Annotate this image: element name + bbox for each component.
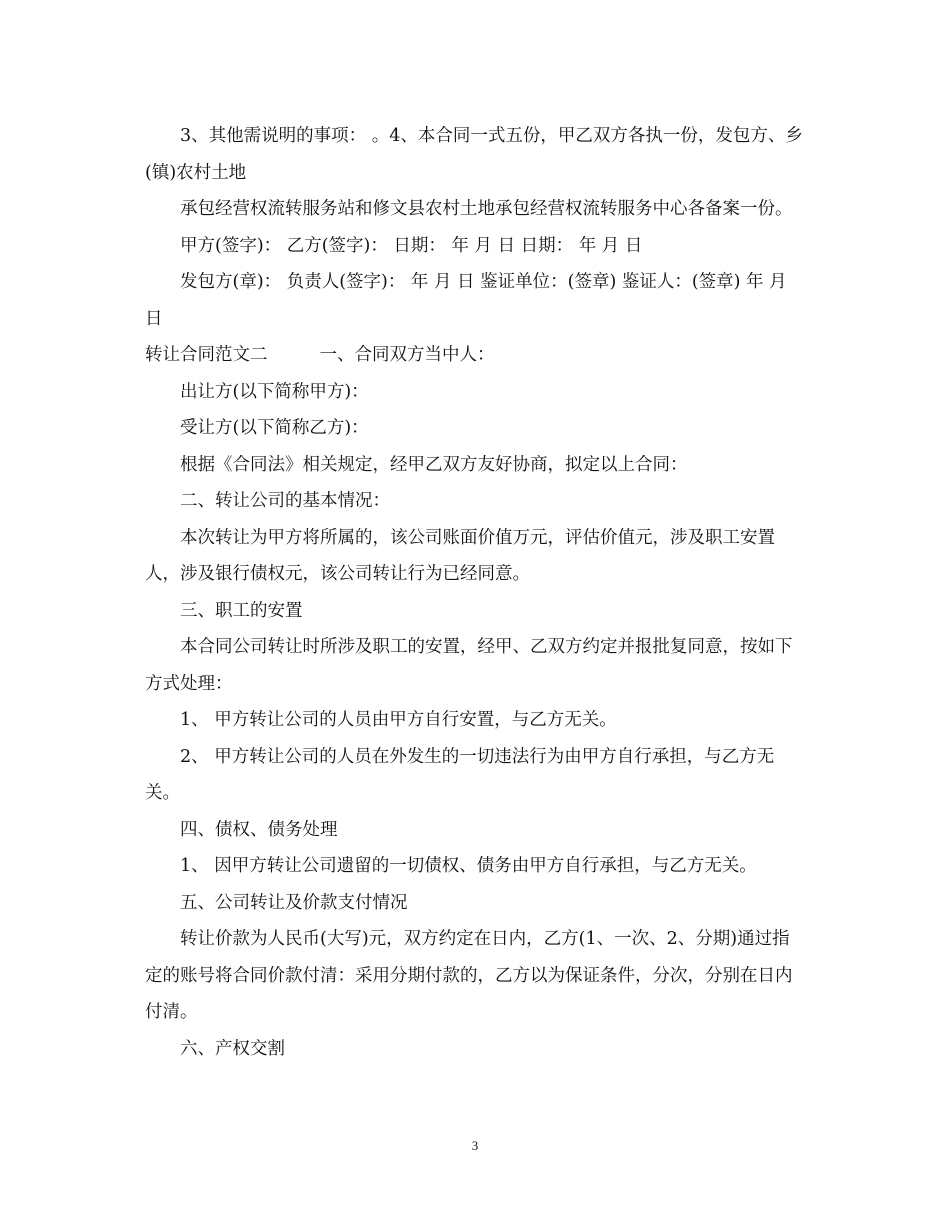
section-six-heading: 六、产权交割	[180, 1038, 285, 1059]
document-body	[145, 118, 805, 1067]
section-two-heading: 二、转让公司的基本情况：	[180, 491, 390, 511]
list-item-staff-1: 1、 甲方转让公司的人员由甲方自行安置，与乙方无关。	[180, 710, 617, 730]
paragraph-payment-terms: 转让价款为人民币(大写)元，双方约定在日内，乙方(1、一次、2、分期)通过指定的账号将合同价款付清：采用分期付款的，乙方以为保证条件，分次，分别在日内付清。	[145, 929, 793, 1022]
sample-two-title: 转让合同范文二	[145, 345, 268, 365]
paragraph-company-basic-info: 本次转让为甲方将所属的，该公司账面价值万元，评估价值元，涉及职工安置人，涉及银行债权元，该公司转让行为已经同意。	[145, 527, 775, 584]
paragraph-transferor: 出让方(以下简称甲方)：	[180, 381, 369, 402]
paragraph-signatures-parties: 甲方(签字)： 乙方(签字)： 日期： 年 月 日 日期： 年 月 日	[180, 235, 643, 256]
section-four-heading: 四、债权、债务处理	[180, 819, 338, 840]
paragraph-legal-basis: 根据《合同法》相关规定，经甲乙双方友好协商，拟定以上合同：	[180, 454, 688, 475]
paragraph-filing-copies: 承包经营权流转服务站和修文县农村土地承包经营权流转服务中心各备案一份。	[180, 199, 793, 219]
page-number: 3	[471, 1138, 479, 1153]
paragraph-sample-two-heading	[145, 337, 805, 374]
section-three-heading: 三、职工的安置	[180, 600, 303, 621]
list-item-debt-1: 1、 因甲方转让公司遗留的一切债权、债务由甲方自行承担，与乙方无关。	[180, 856, 757, 876]
section-five-heading: 五、公司转让及价款支付情况	[180, 892, 408, 913]
list-item-staff-2: 2、 甲方转让公司的人员在外发生的一切违法行为由甲方自行承担，与乙方无关。	[145, 746, 775, 803]
paragraph-other-matters: 3、其他需说明的事项： 。4、本合同一式五份，甲乙双方各执一份，发包方、乡(镇)农村土地	[145, 126, 803, 183]
section-one-heading: 一、合同双方当中人：	[319, 345, 495, 365]
paragraph-transferee: 受让方(以下简称乙方)：	[180, 418, 369, 438]
paragraph-signatures-authority: 发包方(章)： 负责人(签字)： 年 月 日 鉴证单位：(签章) 鉴证人：(签章) 年 月 日	[145, 272, 787, 329]
paragraph-staff-placement: 本合同公司转让时所涉及职工的安置，经甲、乙双方约定并报批复同意，按如下方式处理：	[145, 637, 793, 694]
